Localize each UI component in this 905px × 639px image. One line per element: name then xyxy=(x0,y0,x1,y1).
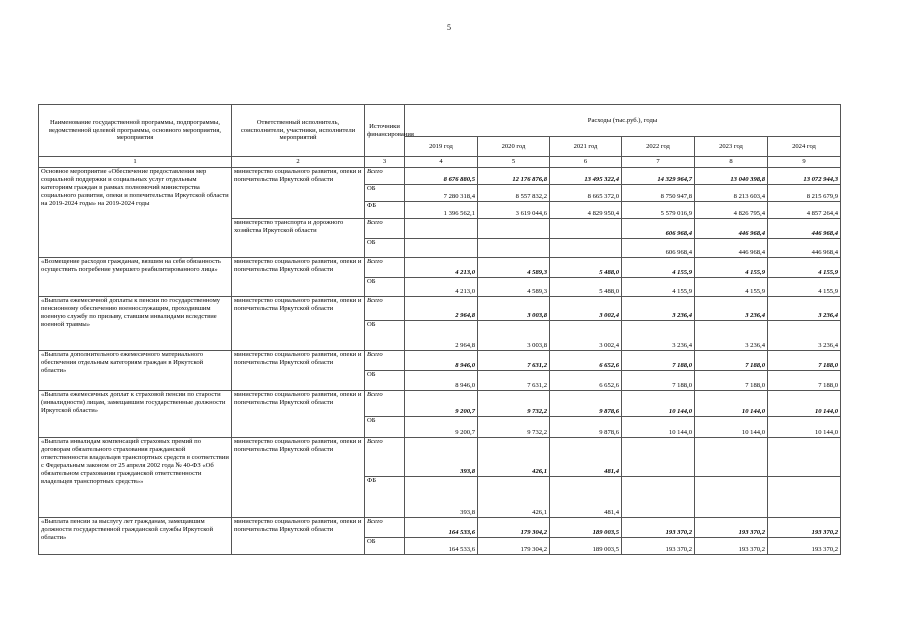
expense-value xyxy=(478,239,550,258)
expense-value: 7 188,0 xyxy=(622,371,695,391)
executor: министерство социального развития, опеки и попечительства Иркутской области xyxy=(232,297,365,351)
expense-value: 193 370,2 xyxy=(768,518,841,538)
expense-value: 4 155,9 xyxy=(768,258,841,278)
column-number: 6 xyxy=(550,157,622,168)
expense-value: 193 370,2 xyxy=(622,518,695,538)
expense-value: 606 968,4 xyxy=(622,219,695,239)
header-expenses: Расходы (тыс.руб.), годы xyxy=(405,105,841,137)
funding-source: Всего xyxy=(365,297,405,321)
header-year: 2023 год xyxy=(695,137,768,157)
expense-value: 13 495 322,4 xyxy=(550,168,622,185)
expense-value: 7 188,0 xyxy=(768,351,841,371)
expense-value: 3 003,8 xyxy=(478,297,550,321)
expense-value: 7 188,0 xyxy=(695,371,768,391)
expense-value: 9 732,2 xyxy=(478,417,550,438)
expense-value: 5 579 016,9 xyxy=(622,202,695,219)
expense-value: 179 304,2 xyxy=(478,518,550,538)
funding-source: Всего xyxy=(365,351,405,371)
expense-value: 3 236,4 xyxy=(695,321,768,351)
expense-value: 7 631,2 xyxy=(478,351,550,371)
measure-name: «Выплата дополнительного ежемесячного материального обеспечения отдельным категориям граждан в Иркутской области» xyxy=(39,351,232,391)
column-number: 5 xyxy=(478,157,550,168)
expense-value: 8 946,0 xyxy=(405,351,478,371)
expense-value: 4 213,0 xyxy=(405,278,478,297)
expense-value: 4 829 950,4 xyxy=(550,202,622,219)
expense-value: 179 304,2 xyxy=(478,538,550,555)
expense-value xyxy=(695,438,768,477)
expense-value: 8 215 679,9 xyxy=(768,185,841,202)
expense-value: 7 188,0 xyxy=(768,371,841,391)
funding-source: ОБ xyxy=(365,417,405,438)
column-number: 3 xyxy=(365,157,405,168)
expense-value: 7 188,0 xyxy=(622,351,695,371)
funding-source: ОБ xyxy=(365,321,405,351)
expense-value: 4 155,9 xyxy=(622,258,695,278)
table-row xyxy=(39,518,841,538)
expense-value: 426,1 xyxy=(478,438,550,477)
expense-value: 9 200,7 xyxy=(405,417,478,438)
expense-value: 9 878,6 xyxy=(550,417,622,438)
executor: министерство социального развития, опеки и попечительства Иркутской области xyxy=(232,351,365,391)
expense-value: 13 040 398,8 xyxy=(695,168,768,185)
column-number: 8 xyxy=(695,157,768,168)
funding-source: Всего xyxy=(365,518,405,538)
expense-value: 3 619 044,6 xyxy=(478,202,550,219)
executor: министерство социального развития, опеки и попечительства Иркутской области xyxy=(232,168,365,219)
expense-value: 7 188,0 xyxy=(695,351,768,371)
executor: министерство социального развития, опеки и попечительства Иркутской области xyxy=(232,518,365,555)
expense-value: 193 370,2 xyxy=(622,538,695,555)
table-row xyxy=(39,351,841,371)
funding-source: Всего xyxy=(365,258,405,278)
expense-value xyxy=(695,477,768,518)
funding-source: ОБ xyxy=(365,371,405,391)
funding-source: ОБ xyxy=(365,538,405,555)
header-year: 2019 год xyxy=(405,137,478,157)
expense-value: 4 155,9 xyxy=(768,278,841,297)
funding-source: Всего xyxy=(365,168,405,185)
expense-value: 189 003,5 xyxy=(550,538,622,555)
expense-value: 5 488,0 xyxy=(550,258,622,278)
column-number: 7 xyxy=(622,157,695,168)
expense-value xyxy=(768,477,841,518)
funding-source: ФБ xyxy=(365,202,405,219)
expense-value: 2 964,8 xyxy=(405,321,478,351)
expense-value: 2 964,8 xyxy=(405,297,478,321)
expense-value xyxy=(622,438,695,477)
expense-value: 8 750 947,8 xyxy=(622,185,695,202)
expense-value xyxy=(768,438,841,477)
funding-source: ОБ xyxy=(365,239,405,258)
funding-source: ФБ xyxy=(365,477,405,518)
column-number: 2 xyxy=(232,157,365,168)
expense-value: 8 946,0 xyxy=(405,371,478,391)
funding-source: ОБ xyxy=(365,278,405,297)
expense-value: 3 002,4 xyxy=(550,321,622,351)
expense-value: 13 072 944,3 xyxy=(768,168,841,185)
table-row xyxy=(39,297,841,321)
expense-value: 164 533,6 xyxy=(405,518,478,538)
expense-value: 606 968,4 xyxy=(622,239,695,258)
table-row xyxy=(39,258,841,278)
expense-value: 446 968,4 xyxy=(768,239,841,258)
expense-value: 393,8 xyxy=(405,477,478,518)
budget-table xyxy=(38,104,841,555)
column-number: 9 xyxy=(768,157,841,168)
header-year: 2022 год xyxy=(622,137,695,157)
expense-value: 6 652,6 xyxy=(550,371,622,391)
executor: министерство транспорта и дорожного хозяйства Иркутской области xyxy=(232,219,365,258)
expense-value xyxy=(550,239,622,258)
header-source: Источники финансирования xyxy=(365,105,405,157)
expense-value: 10 144,0 xyxy=(695,391,768,417)
expense-value: 1 396 562,1 xyxy=(405,202,478,219)
expense-value xyxy=(405,219,478,239)
expense-value: 3 236,4 xyxy=(768,321,841,351)
expense-value: 8 665 372,0 xyxy=(550,185,622,202)
header-year: 2020 год xyxy=(478,137,550,157)
expense-value: 446 968,4 xyxy=(695,239,768,258)
page-number: 5 xyxy=(447,23,451,32)
executor: министерство социального развития, опеки и попечительства Иркутской области xyxy=(232,258,365,297)
expense-value: 10 144,0 xyxy=(622,417,695,438)
funding-source: Всего xyxy=(365,219,405,239)
table-row xyxy=(39,438,841,477)
expense-value: 5 488,0 xyxy=(550,278,622,297)
expense-value: 10 144,0 xyxy=(622,391,695,417)
expense-value: 3 236,4 xyxy=(622,321,695,351)
expense-value: 446 968,4 xyxy=(768,219,841,239)
measure-name: «Выплата ежемесячных доплат к страховой пенсии по старости (инвалидности) лицам, замещавшим государственные должности Иркутской области» xyxy=(39,391,232,438)
expense-value: 193 370,2 xyxy=(695,538,768,555)
expense-value: 4 155,9 xyxy=(695,258,768,278)
expense-value: 8 213 603,4 xyxy=(695,185,768,202)
expense-value: 3 236,4 xyxy=(622,297,695,321)
expense-value: 393,8 xyxy=(405,438,478,477)
expense-value: 7 280 318,4 xyxy=(405,185,478,202)
expense-value: 4 857 264,4 xyxy=(768,202,841,219)
expense-value: 4 589,3 xyxy=(478,258,550,278)
expense-value xyxy=(622,477,695,518)
expense-value: 4 155,9 xyxy=(622,278,695,297)
expense-value: 4 589,3 xyxy=(478,278,550,297)
expense-value: 446 968,4 xyxy=(695,219,768,239)
expense-value: 426,1 xyxy=(478,477,550,518)
table-body xyxy=(39,168,841,555)
table-row xyxy=(39,391,841,417)
header-year: 2024 год xyxy=(768,137,841,157)
expense-value: 4 155,9 xyxy=(695,278,768,297)
expense-value: 3 003,8 xyxy=(478,321,550,351)
column-number: 1 xyxy=(39,157,232,168)
executor: министерство социального развития, опеки и попечительства Иркутской области xyxy=(232,391,365,438)
header-name: Наименование государственной программы, подпрограммы, ведомственной целевой программы, основного мероприятия, мероприятия xyxy=(39,105,232,157)
expense-value: 8 557 832,2 xyxy=(478,185,550,202)
funding-source: Всего xyxy=(365,391,405,417)
measure-name: «Возмещение расходов гражданам, вязшим на себя обязанность осуществить погребение умершего реабилитированного лица» xyxy=(39,258,232,297)
funding-source: Всего xyxy=(365,438,405,477)
expense-value: 14 329 964,7 xyxy=(622,168,695,185)
expense-value: 12 176 876,8 xyxy=(478,168,550,185)
measure-name: «Выплата пенсии за выслугу лет гражданам, замещавшим должности государственной гражданской службы Иркутской области» xyxy=(39,518,232,555)
expense-value: 481,4 xyxy=(550,438,622,477)
expense-value xyxy=(405,239,478,258)
expense-value: 4 213,0 xyxy=(405,258,478,278)
measure-name: «Выплата инвалидам компенсаций страховых премий по договорам обязательного страхования гражданской ответственности владельцев транспортных средств в соответствии с Федеральным законом от 25 апреля 2002 года № 40-ФЗ «Об обязательном страховании гражданской ответственности владельцев транспортных средств»» xyxy=(39,438,232,518)
expense-value: 8 676 880,5 xyxy=(405,168,478,185)
header-executor: Ответственный исполнитель, соисполнители, участники, исполнители мероприятий xyxy=(232,105,365,157)
expense-value: 481,4 xyxy=(550,477,622,518)
executor: министерство социального развития, опеки и попечительства Иркутской области xyxy=(232,438,365,518)
expense-value: 193 370,2 xyxy=(768,538,841,555)
expense-value: 9 732,2 xyxy=(478,391,550,417)
expense-value: 3 236,4 xyxy=(695,297,768,321)
expense-value: 10 144,0 xyxy=(768,417,841,438)
funding-source: ОБ xyxy=(365,185,405,202)
expense-value: 9 878,6 xyxy=(550,391,622,417)
expense-value: 10 144,0 xyxy=(768,391,841,417)
measure-name: «Выплата ежемесячной доплаты к пенсии по государственному пенсионному обеспечению военнослужащим, проходившим военную службу по призыву, ставшим инвалидами вследствие военной травмы» xyxy=(39,297,232,351)
expense-value: 6 652,6 xyxy=(550,351,622,371)
column-number: 4 xyxy=(405,157,478,168)
expense-value xyxy=(550,219,622,239)
expense-value: 164 533,6 xyxy=(405,538,478,555)
expense-value: 3 236,4 xyxy=(768,297,841,321)
expense-value: 4 826 795,4 xyxy=(695,202,768,219)
table-row xyxy=(39,168,841,185)
expense-value: 10 144,0 xyxy=(695,417,768,438)
header-year: 2021 год xyxy=(550,137,622,157)
expense-value: 193 370,2 xyxy=(695,518,768,538)
expense-value: 9 200,7 xyxy=(405,391,478,417)
measure-name: Основное мероприятие «Обеспечение предоставления мер социальной поддержки и социальных услуг отдельным категориям граждан в рамках полномочий министерства социального развития, опеки и попечительства Иркутской области на 2019-2024 годы» на 2019-2024 годы xyxy=(39,168,232,258)
expense-value: 189 003,5 xyxy=(550,518,622,538)
expense-value: 3 002,4 xyxy=(550,297,622,321)
expense-value xyxy=(478,219,550,239)
expense-value: 7 631,2 xyxy=(478,371,550,391)
